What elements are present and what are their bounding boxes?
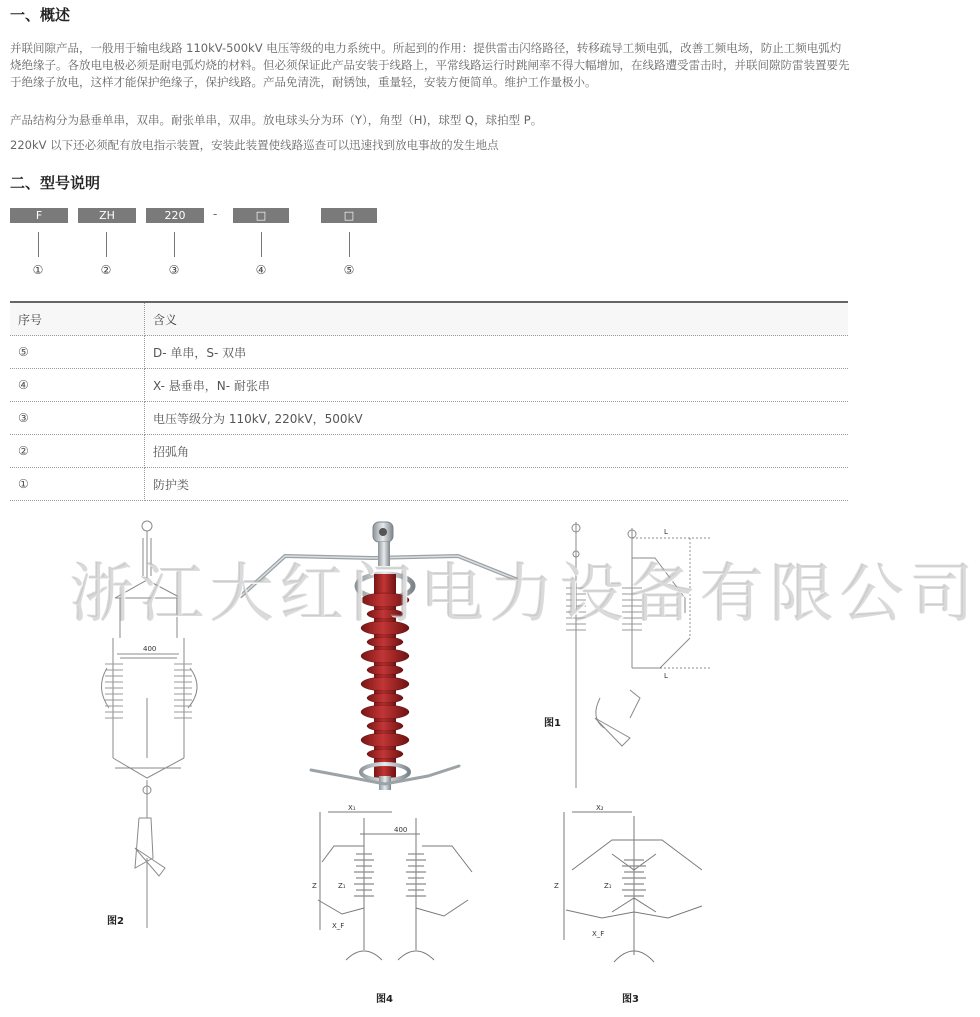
model-connector-3	[174, 232, 175, 257]
model-number-2: ②	[100, 263, 112, 277]
fig2-dim-400: 400	[143, 645, 157, 653]
table-cell-meaning: 防护类	[145, 468, 849, 501]
fig4-dim-Z1: Z₁	[338, 882, 346, 890]
model-connector-4	[261, 232, 262, 257]
table-row	[10, 435, 848, 468]
model-spec-table	[10, 301, 848, 501]
table-row	[10, 468, 848, 501]
model-connector-5	[349, 232, 350, 257]
fig4-dim-400: 400	[394, 826, 408, 834]
table-cell-meaning: X- 悬垂串，N- 耐张串	[145, 369, 849, 402]
figure-4-drawing	[312, 800, 482, 978]
overview-paragraph-1: 并联间隙产品，一般用于输电线路 110kV-500kV 电压等级的电力系统中。所起到的作用：提供雷击闪络路径，转移疏导工频电弧，改善工频电场，防止工频电弧灼烧绝缘子。各放电电极必须是耐电弧灼烧的材料。但必须保证此产品安装于线路上，平常线路运行时跳闸率不得大幅增加，在线路遭受雷击时，并联间隙防雷装置要先于绝缘子放电，这样才能保护绝缘子，保护线路。产品免清洗，耐锈蚀，重量轻，安装方便简单。维护工作量极小。	[10, 41, 850, 89]
fig3-dim-XF: X_F	[592, 930, 605, 938]
table-cell-index: ③	[10, 402, 145, 435]
figure-3-caption: 图3	[622, 994, 639, 1005]
model-box-4: □	[233, 208, 289, 223]
model-box-2: ZH	[78, 208, 136, 223]
fig3-dim-X2: X₂	[596, 804, 604, 812]
table-row	[10, 402, 848, 435]
table-cell-meaning: 招弧角	[145, 435, 849, 468]
model-box-1: F	[10, 208, 68, 223]
table-cell-meaning: D- 单串，S- 双串	[145, 336, 849, 369]
table-header-row	[10, 302, 848, 336]
model-number-3: ③	[168, 263, 180, 277]
model-number-4: ④	[255, 263, 267, 277]
table-cell-meaning: 电压等级分为 110kV, 220kV，500kV	[145, 402, 849, 435]
fig4-dim-Z: Z	[312, 882, 317, 890]
table-row	[10, 336, 848, 369]
table-header-index: 序号	[10, 302, 145, 336]
table-cell-index: ⑤	[10, 336, 145, 369]
model-connector-1	[38, 232, 39, 257]
model-box-3: 220	[146, 208, 204, 223]
table-header-meaning: 含义	[145, 302, 849, 336]
overview-paragraph-3: 220kV 以下还必须配有放电指示装置，安装此装置使线路巡查可以迅速找到放电事故的发生地点	[10, 138, 499, 152]
fig1-dim-L-top: L	[664, 528, 668, 536]
model-separator: -	[213, 207, 218, 221]
figure-1-caption: 图1	[544, 718, 561, 729]
fig3-dim-Z: Z	[554, 882, 559, 890]
model-number-5: ⑤	[343, 263, 355, 277]
model-connector-2	[106, 232, 107, 257]
figure-4-caption: 图4	[376, 994, 393, 1005]
model-box-5: □	[321, 208, 377, 223]
table-cell-index: ④	[10, 369, 145, 402]
figure-2-caption: 图2	[107, 916, 124, 927]
fig4-dim-XF: X_F	[332, 922, 345, 930]
section-heading-model: 二、型号说明	[10, 174, 101, 192]
fig3-dim-Z1: Z₁	[604, 882, 612, 890]
section-heading-overview: 一、概述	[10, 6, 71, 24]
table-row	[10, 369, 848, 402]
figure-3-drawing	[552, 800, 722, 978]
overview-paragraph-2: 产品结构分为悬垂单串，双串。耐张单串，双串。放电球头分为环（Y），角型（H)，球型 Q，球拍型 P。	[10, 113, 543, 127]
company-watermark: 浙江大红门电力设备有限公司	[70, 558, 980, 632]
table-cell-index: ②	[10, 435, 145, 468]
table-cell-index: ①	[10, 468, 145, 501]
fig4-dim-X1: X₁	[348, 804, 356, 812]
fig1-dim-L-bottom: L	[664, 672, 668, 680]
model-number-1: ①	[32, 263, 44, 277]
